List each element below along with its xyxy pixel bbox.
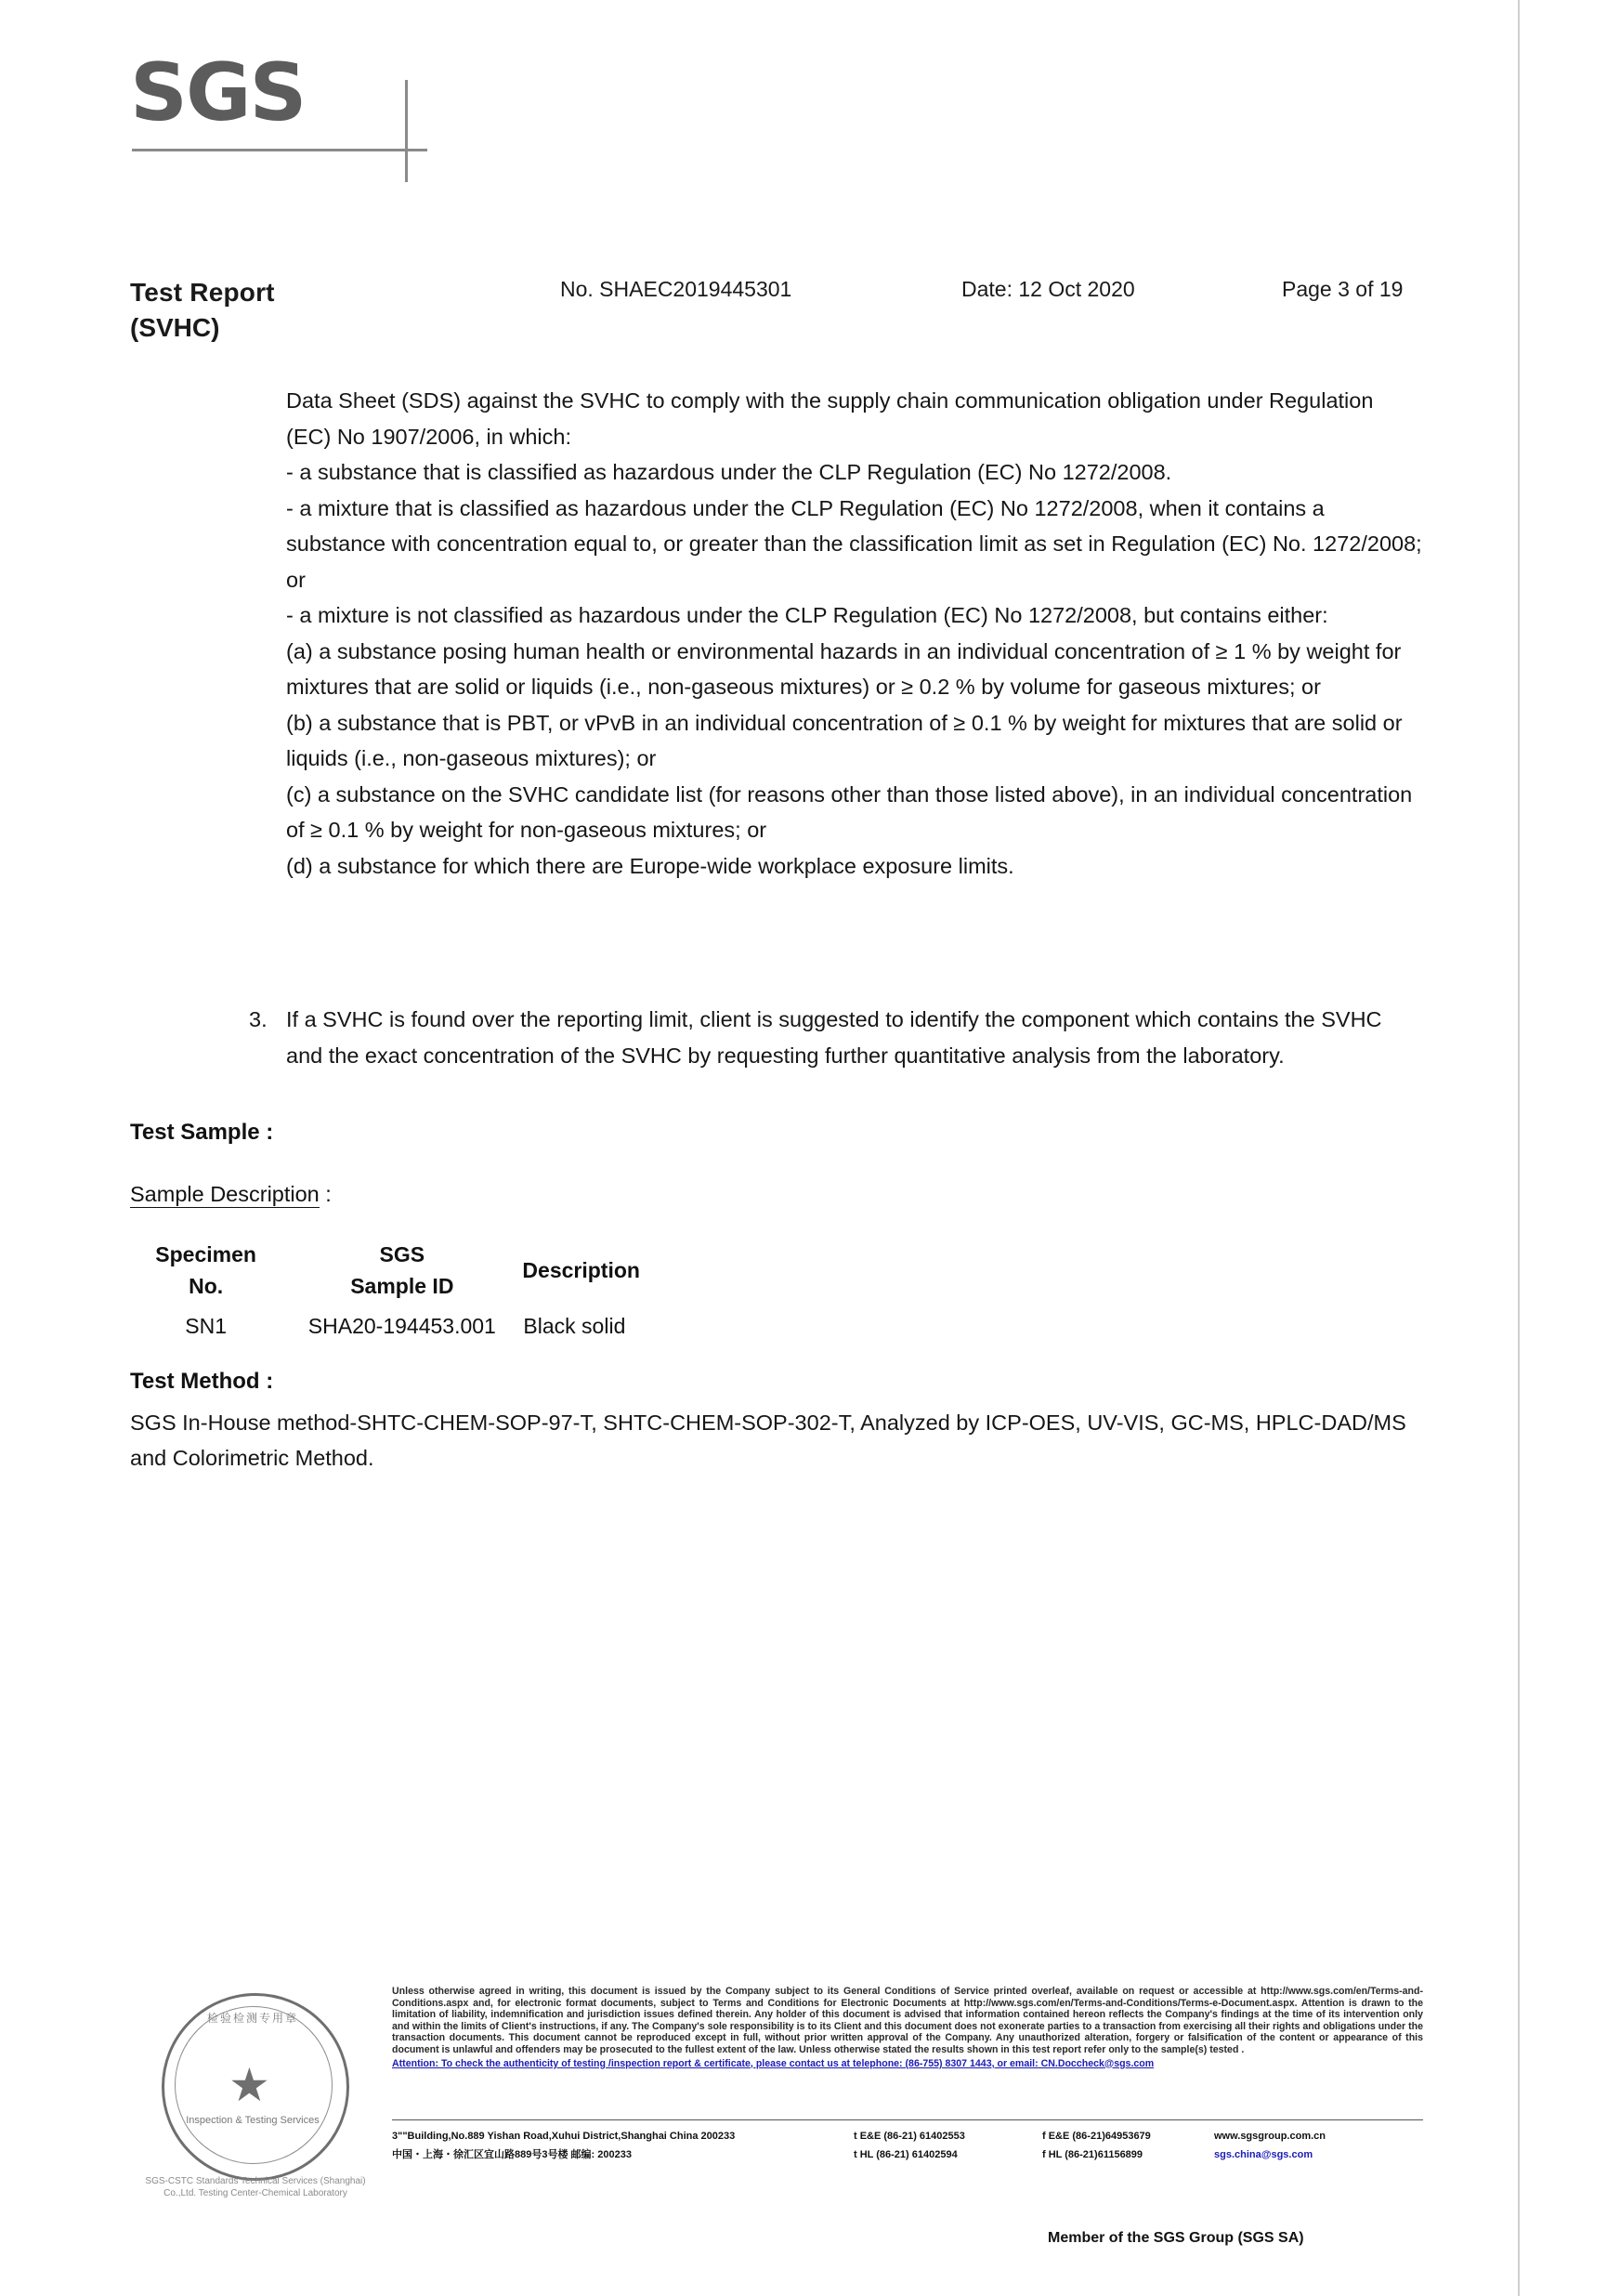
legal-disclaimer bbox=[392, 1986, 1423, 2069]
address-chinese: 中国・上海・徐汇区宜山路889号3号楼 邮编: 200233 bbox=[392, 2149, 632, 2160]
contact-fax-1: f E&E (86-21)64953679 bbox=[1042, 2131, 1151, 2142]
stamp-top-text: 检验检测专用章 bbox=[206, 2012, 298, 2025]
contact-web: www.sgsgroup.com.cn bbox=[1214, 2131, 1326, 2142]
legal-attention-text: Attention: To check the authenticity of testing /inspection report & certificate, please contact us at telephone: (86-755) 8307 1443, or email: CN.Doccheck@sgs.com bbox=[392, 2057, 1155, 2069]
report-header bbox=[130, 274, 1449, 348]
stamp-sub-text: SGS-CSTC Standards Technical Services (Shanghai) Co.,Ltd. Testing Center-Chemical Laboratory bbox=[145, 2176, 366, 2198]
official-stamp bbox=[139, 1982, 372, 2214]
sgs-logo-text: SGS bbox=[130, 46, 306, 139]
page-subtitle: (SVHC) bbox=[130, 313, 220, 342]
cell-sample-id: SHA20-194453.001 bbox=[307, 1314, 496, 1338]
paragraph: - a mixture is not classified as hazardous under the CLP Regulation (EC) No 1272/2008, but contains either: bbox=[286, 603, 1328, 627]
column-header-sample-id-line2: Sample ID bbox=[350, 1274, 454, 1298]
test-method-heading: Test Method : bbox=[130, 1369, 274, 1394]
member-note: Member of the SGS Group (SGS SA) bbox=[1048, 2230, 1304, 2246]
report-date: Date: 12 Oct 2020 bbox=[961, 277, 1135, 301]
body-paragraphs bbox=[286, 383, 1424, 884]
footer-address-block bbox=[392, 2127, 1432, 2164]
list-item-text: If a SVHC is found over the reporting limit, client is suggested to identify the component which contains the SVHC and the exact concentration of the SVHC by requesting further quantitative analysis from the laboratory. bbox=[286, 1007, 1382, 1068]
paragraph: - a substance that is classified as hazardous under the CLP Regulation (EC) No 1272/2008. bbox=[286, 460, 1172, 484]
contact-tel-1: t E&E (86-21) 61402553 bbox=[854, 2131, 965, 2142]
sample-description-label bbox=[130, 1182, 332, 1207]
cell-description: Black solid bbox=[523, 1314, 626, 1338]
report-number: No. SHAEC2019445301 bbox=[560, 277, 792, 301]
logo-horizontal-rule bbox=[132, 149, 427, 151]
paragraph: (c) a substance on the SVHC candidate list (for reasons other than those listed above), in an individual concentration of ≥ 0.1 % by weight for non-gaseous mixtures; or bbox=[286, 781, 1413, 842]
stamp-mid-text: Inspection & Testing Services bbox=[186, 2115, 320, 2126]
numbered-list-item bbox=[249, 1002, 1424, 1073]
address-english: 3""Building,No.889 Yishan Road,Xuhui District,Shanghai China 200233 bbox=[392, 2131, 736, 2142]
cell-specimen-no: SN1 bbox=[185, 1314, 227, 1338]
table-row bbox=[130, 1304, 780, 1344]
footer-divider bbox=[392, 2119, 1423, 2120]
page-right-margin bbox=[1520, 0, 1607, 2296]
address-row-cn bbox=[392, 2145, 1432, 2164]
page-title: Test Report bbox=[130, 278, 275, 307]
test-method-text: SGS In-House method-SHTC-CHEM-SOP-97-T, SHTC-CHEM-SOP-302-T, Analyzed by ICP-OES, UV-VIS, GC-MS, HPLC-DAD/MS and Colorimetric Method. bbox=[130, 1410, 1406, 1470]
paragraph: (b) a substance that is PBT, or vPvB in an individual concentration of ≥ 0.1 % by weight for mixtures that are solid or liquids (i.e., non-gaseous mixtures); or bbox=[286, 710, 1403, 770]
paragraph: (a) a substance posing human health or environmental hazards in an individual concentration of ≥ 1 % by weight for mixtures that are solid or liquids (i.e., non-gaseous mixtures) or ≥ 0.2 % by volume for gaseous mixtures; or bbox=[286, 638, 1402, 699]
specimen-table bbox=[130, 1239, 780, 1344]
star-icon: ★ bbox=[229, 2059, 270, 2111]
sample-description-colon: : bbox=[325, 1182, 332, 1206]
contact-tel-2: t HL (86-21) 61402594 bbox=[854, 2149, 958, 2160]
column-header-specimen-line1: Specimen bbox=[155, 1242, 256, 1266]
logo-vertical-rule bbox=[405, 80, 408, 182]
sgs-logo bbox=[130, 48, 427, 178]
table-header-row bbox=[130, 1239, 780, 1304]
test-sample-heading: Test Sample : bbox=[130, 1120, 274, 1145]
contact-fax-2: f HL (86-21)61156899 bbox=[1042, 2149, 1143, 2160]
document-footer bbox=[130, 1982, 1431, 2214]
contact-email: sgs.china@sgs.com bbox=[1214, 2149, 1313, 2160]
column-header-sample-id bbox=[281, 1239, 522, 1304]
column-header-sample-id-line1: SGS bbox=[379, 1242, 425, 1266]
legal-disclaimer-text: Unless otherwise agreed in writing, this document is issued by the Company subject to its General Conditions of Service printed overleaf, available on request or accessible at http://www.sgs.com/en/Terms-and-Conditions.aspx and, for electronic format documents, subject to Terms and Conditions for Electronic Documents at http://www.sgs.com/en/Terms-and-Conditions/Terms-e-Document.aspx. Attention is drawn to the limitation of liability, indemnification and jurisdiction issues defined therein. Any holder of this document is advised that information contained hereon reflects the Company's findings at the time of its intervention only and within the limits of Client's instructions, if any. The Company's sole responsibility is to its Client and this document does not exonerate parties to a transaction from exercising all their rights and obligations under the transaction documents. This document cannot be reproduced except in full, without prior written approval of the Company. Any unauthorized alteration, forgery or falsification of the content or appearance of this document is unlawful and offenders may be prosecuted to the fullest extent of the law. Unless otherwise stated the results shown in this test report refer only to the sample(s) tested . bbox=[392, 1986, 1423, 2055]
list-item-number: 3. bbox=[249, 1007, 268, 1031]
paragraph: (d) a substance for which there are Europe-wide workplace exposure limits. bbox=[286, 853, 1014, 878]
paragraph: - a mixture that is classified as hazardous under the CLP Regulation (EC) No 1272/2008, when it contains a substance with concentration equal to, or greater than the classification limit as set in Regulation (EC) No. 1272/2008; or bbox=[286, 495, 1422, 592]
column-header-specimen bbox=[130, 1239, 281, 1304]
column-header-specimen-line2: No. bbox=[189, 1274, 224, 1298]
column-header-description bbox=[522, 1239, 780, 1304]
address-row-en bbox=[392, 2127, 1432, 2145]
column-header-description-line1: Description bbox=[522, 1258, 640, 1282]
page-number: Page 3 of 19 bbox=[1282, 277, 1404, 301]
paragraph: Data Sheet (SDS) against the SVHC to comply with the supply chain communication obligation under Regulation (EC) No 1907/2006, in which: bbox=[286, 388, 1374, 449]
sample-description-text: Sample Description bbox=[130, 1182, 320, 1206]
